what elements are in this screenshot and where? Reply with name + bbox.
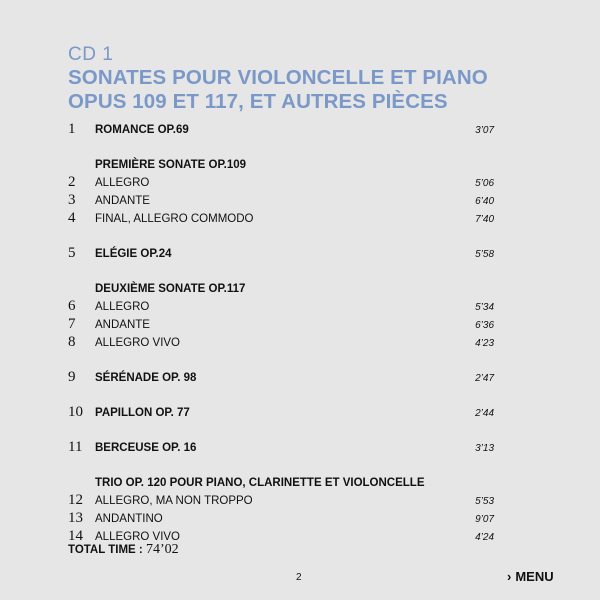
track-number: 9 — [68, 369, 76, 385]
track-number: 7 — [68, 316, 76, 332]
track-title: ROMANCE OP.69 — [95, 124, 189, 136]
track-row — [68, 175, 500, 193]
track-row — [68, 317, 500, 335]
track-row — [68, 299, 500, 317]
tracklist — [68, 122, 500, 547]
track-duration: 2’44 — [475, 408, 494, 419]
track-row — [68, 335, 500, 353]
tracklist-spacer — [68, 423, 500, 440]
track-number: 3 — [68, 192, 76, 208]
track-row — [68, 193, 500, 211]
track-title: SÉRÉNADE OP. 98 — [95, 372, 197, 384]
track-duration: 5’34 — [475, 302, 494, 313]
work-heading — [68, 157, 500, 175]
track-number: 4 — [68, 210, 76, 226]
page-number: 2 — [296, 572, 302, 583]
track-title: ALLEGRO, MA NON TROPPO — [95, 495, 253, 507]
track-row — [68, 246, 500, 264]
track-title: ALLEGRO — [95, 177, 150, 189]
track-number: 6 — [68, 298, 76, 314]
track-title: ANDANTINO — [95, 513, 163, 525]
track-row — [68, 440, 500, 458]
track-duration: 4’23 — [475, 338, 494, 349]
track-duration: 4’24 — [475, 532, 494, 543]
track-duration: 2’47 — [475, 373, 494, 384]
tracklist-spacer — [68, 264, 500, 281]
track-number: 2 — [68, 174, 76, 190]
track-title: ELÉGIE OP.24 — [95, 248, 172, 260]
work-heading-title: DEUXIÈME SONATE OP.117 — [95, 283, 246, 295]
track-duration: 5’58 — [475, 249, 494, 260]
work-heading — [68, 281, 500, 299]
track-number: 11 — [68, 439, 83, 455]
track-title: ALLEGRO VIVO — [95, 337, 181, 349]
tracklist-spacer — [68, 140, 500, 157]
album-title-line-1: SONATES POUR VIOLONCELLE ET PIANO — [68, 66, 488, 89]
track-title: PAPILLON OP. 77 — [95, 407, 190, 419]
track-duration: 6’40 — [475, 196, 494, 207]
menu-label: MENU — [515, 569, 554, 584]
track-duration: 9’07 — [475, 514, 494, 525]
track-duration: 5’06 — [475, 178, 494, 189]
track-row — [68, 405, 500, 423]
track-number: 8 — [68, 334, 76, 350]
track-title: ANDANTE — [95, 319, 150, 331]
work-heading-title: PREMIÈRE SONATE OP.109 — [95, 159, 247, 171]
track-number: 13 — [68, 510, 83, 526]
track-title: FINAL, ALLEGRO COMMODO — [95, 213, 254, 225]
tracklist-spacer — [68, 388, 500, 405]
tracklist-spacer — [68, 458, 500, 475]
track-row — [68, 122, 500, 140]
track-duration: 6’36 — [475, 320, 494, 331]
total-time-value: 74’02 — [145, 542, 179, 557]
track-row — [68, 370, 500, 388]
track-title: ANDANTE — [95, 195, 150, 207]
track-duration: 7’40 — [475, 214, 494, 225]
work-heading — [68, 475, 500, 493]
track-number: 5 — [68, 245, 76, 261]
track-row — [68, 211, 500, 229]
tracklist-spacer — [68, 229, 500, 246]
track-number: 12 — [68, 492, 83, 508]
chevron-right-icon: › — [507, 569, 512, 584]
track-number: 14 — [68, 528, 83, 544]
total-time-label: TOTAL TIME : — [68, 544, 146, 556]
track-title: BERCEUSE OP. 16 — [95, 442, 197, 454]
album-title-line-2: OPUS 109 ET 117, ET AUTRES PIÈCES — [68, 90, 448, 113]
work-heading-title: TRIO OP. 120 POUR PIANO, CLARINETTE ET VIOLONCELLE — [95, 477, 425, 489]
track-number: 10 — [68, 404, 83, 420]
track-duration: 5’53 — [475, 496, 494, 507]
track-title: ALLEGRO VIVO — [95, 531, 181, 543]
track-duration: 3’13 — [475, 443, 494, 454]
total-time — [68, 542, 179, 558]
album-title — [68, 66, 588, 114]
track-number: 1 — [68, 121, 76, 137]
track-duration: 3’07 — [475, 125, 494, 136]
track-title: ALLEGRO — [95, 301, 150, 313]
tracklist-spacer — [68, 353, 500, 370]
cd-label: CD 1 — [68, 44, 114, 65]
track-row — [68, 511, 500, 529]
menu-button[interactable] — [507, 569, 554, 584]
track-row — [68, 493, 500, 511]
